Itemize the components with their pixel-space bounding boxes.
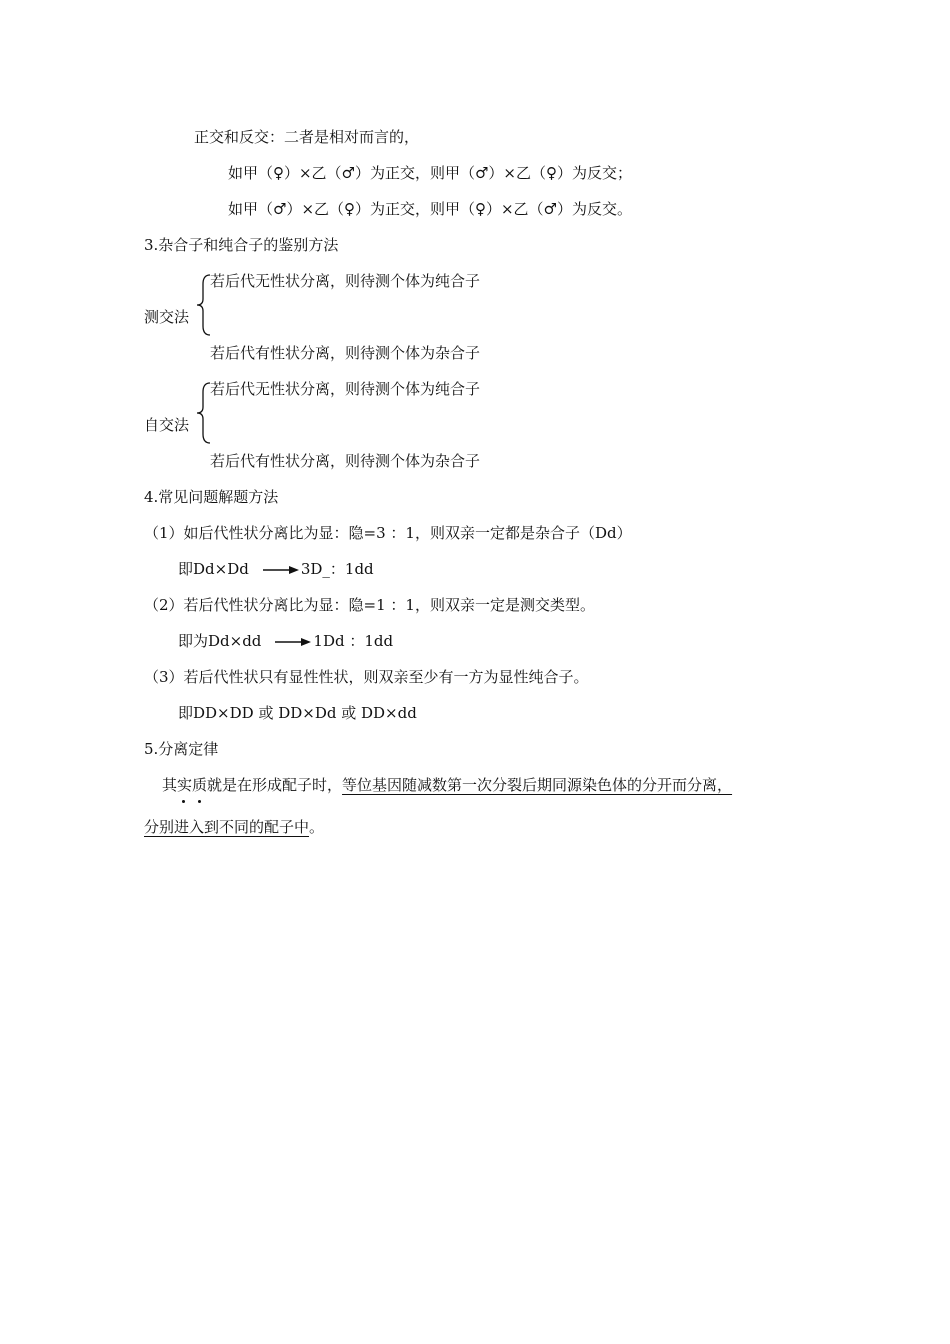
- formula-1-right: 3D_：1dd: [300, 560, 374, 578]
- arrow-right-icon: [263, 565, 299, 575]
- testcross-hetero-result: 若后代有性状分离，则待测个体为杂合子: [210, 344, 481, 362]
- section-5-heading: 5.分离定律: [144, 740, 219, 758]
- selfcross-hetero-result: 若后代有性状分离，则待测个体为杂合子: [210, 452, 481, 470]
- emphasis-dotted-text: 实质: [177, 776, 207, 794]
- selfcross-label: 自交法: [144, 416, 190, 434]
- formula-1-left: 即Dd×Dd: [178, 560, 249, 578]
- problem-item-2: （2）若后代性状分离比为显：隐=1 ：1，则双亲一定是测交类型。: [144, 596, 595, 614]
- problem-item-1-formula: [178, 559, 374, 579]
- section-3-heading: 3.杂合子和纯合子的鉴别方法: [144, 236, 339, 254]
- section-4-heading: 4.常见问题解题方法: [144, 488, 279, 506]
- reciprocal-cross-example-1: 如甲（♀）×乙（♂）为正交，则甲（♂）×乙（♀）为反交；: [228, 164, 632, 182]
- sentence-end: 。: [309, 818, 325, 836]
- reciprocal-cross-example-2: 如甲（♂）×乙（♀）为正交，则甲（♀）×乙（♂）为反交。: [228, 200, 632, 218]
- testcross-label: 测交法: [144, 308, 190, 326]
- underlined-key-text-1: 等位基因随减数第一次分裂后期同源染色体的分开而分离，: [342, 776, 733, 794]
- selfcross-brace-icon: [196, 382, 212, 444]
- formula-2-left: 即为Dd×dd: [178, 632, 262, 650]
- segregation-intro-start: 其: [162, 776, 178, 794]
- testcross-brace-icon: [196, 274, 212, 336]
- problem-item-1: （1）如后代性状分离比为显：隐=3 ：1，则双亲一定都是杂合子（Dd）: [144, 524, 632, 542]
- segregation-law-sentence-continued: [144, 817, 324, 837]
- problem-item-3: （3）若后代性状只有显性性状，则双亲至少有一方为显性纯合子。: [144, 668, 589, 686]
- formula-2-right: 1Dd ：1dd: [313, 632, 394, 650]
- testcross-pure-result: 若后代无性状分离，则待测个体为纯合子: [210, 272, 481, 290]
- segregation-intro-rest: 就是在形成配子时，: [207, 776, 343, 794]
- problem-item-2-formula: [178, 631, 393, 651]
- reciprocal-cross-definition: 正交和反交：二者是相对而言的，: [194, 128, 420, 146]
- underlined-key-text-2: 分别进入到不同的配子中: [144, 818, 310, 836]
- problem-item-3-formula: 即DD×DD 或 DD×Dd 或 DD×dd: [178, 704, 417, 722]
- arrow-right-icon: [275, 637, 311, 647]
- segregation-law-sentence: [162, 775, 732, 795]
- selfcross-pure-result: 若后代无性状分离，则待测个体为纯合子: [210, 380, 481, 398]
